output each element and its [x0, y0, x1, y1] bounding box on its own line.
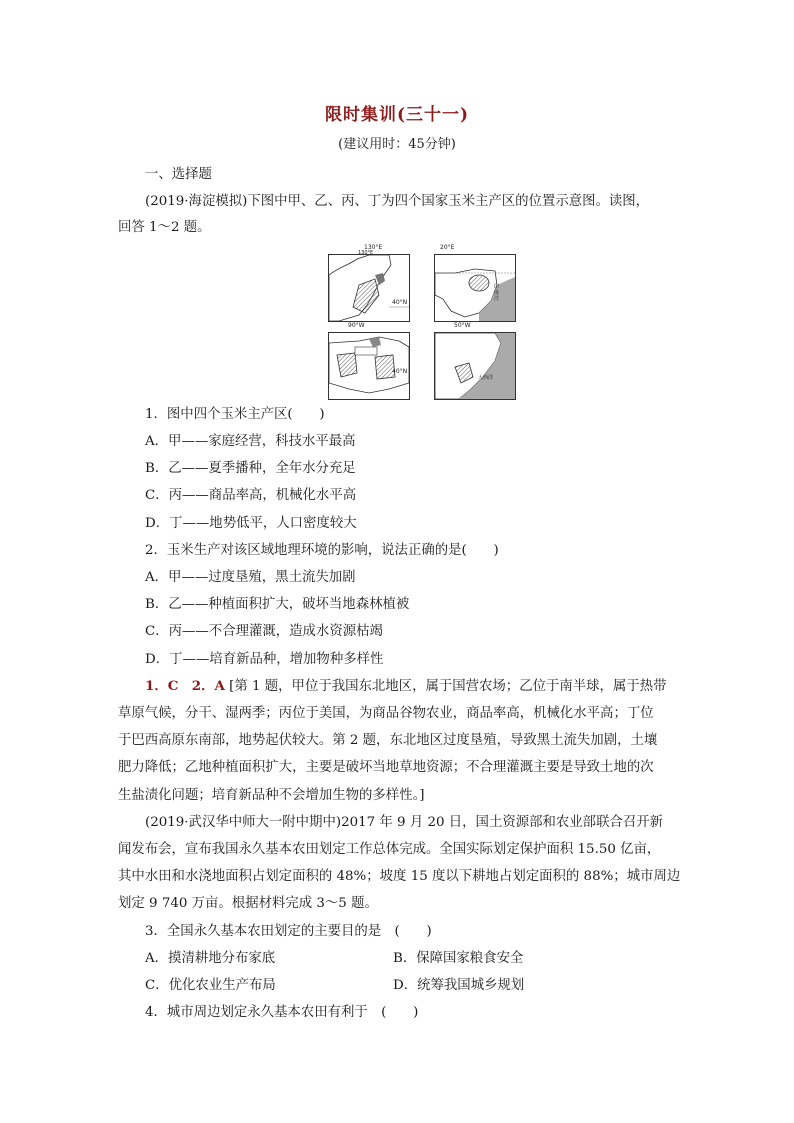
answer-line: 生盐渍化问题；培育新品种不会增加生物的多样性。] [118, 788, 425, 803]
map-jia-lat: 40°N [392, 299, 408, 306]
answer-line: 肥力降低；乙地种植面积扩大，主要是破坏当地草地资源；不合理灌溉主要是导致土地的次 [118, 760, 654, 775]
question-2-option: C．丙——不合理灌溉，造成水资源枯竭 [145, 624, 383, 639]
map-yi-lon: 20°E [440, 244, 455, 251]
question-2-stem: 2．玉米生产对该区域地理环境的影响，说法正确的是( ) [145, 543, 499, 558]
map-yi-sea: 印度洋 [494, 284, 500, 302]
intro-line: (2019·海淀模拟)下图中甲、乙、丙、丁为四个国家玉米主产区的位置示意图。读图， [145, 194, 650, 209]
answer-key: 1．C 2．A [145, 678, 225, 694]
map-yi [434, 254, 516, 322]
svg-text:130°E: 130°E [358, 250, 374, 256]
question-1-option: D．丁——地势低平，人口密度较大 [145, 516, 357, 531]
answer-text: [第 1 题，甲位于我国东北地区，属于国营农场；乙位于南半球，属于热带 [229, 679, 667, 694]
question-3-option: B．保障国家粮食安全 [393, 951, 524, 966]
map-bing-lon: 90°W [348, 322, 365, 329]
answer-line [145, 675, 667, 694]
map-ding [434, 332, 516, 400]
map-ding-lon: 50°W [454, 322, 471, 329]
answer-line: 草原气候，分干、湿两季；丙位于美国，为商品谷物农业，商品率高，机械化水平高；丁位 [118, 706, 654, 721]
question-1-stem: 1．图中四个玉米主产区( ) [145, 407, 325, 422]
time-suggestion: (建议用时：45分钟) [338, 137, 456, 152]
question-4-stem: 4．城市周边划定永久基本农田有利于 ( ) [145, 1005, 419, 1020]
page-title: 限时集训(三十一) [324, 105, 470, 125]
section-heading: 一、选择题 [145, 167, 212, 182]
map-jia-lon: 130°E [364, 244, 383, 251]
map-ding-sea: 大西洋 [478, 375, 494, 381]
question-3-option: D．统筹我国城乡规划 [393, 978, 525, 993]
map-bing [328, 332, 410, 400]
material-line: 其中水田和水浇地面积占划定面积的 48%；坡度 15 度以下耕地占划定面积的 88%；城市周边 [118, 869, 681, 884]
question-3-option: C．优化农业生产布局 [145, 978, 276, 993]
intro-line: 回答 1～2 题。 [118, 220, 211, 235]
question-1-option: C．丙——商品率高，机械化水平高 [145, 488, 357, 503]
corn-regions-figure [328, 244, 500, 390]
question-1-option: B．乙——夏季播种，全年水分充足 [145, 461, 356, 476]
material-line: 划定 9 740 万亩。根据材料完成 3～5 题。 [118, 896, 378, 911]
question-2-option: B．乙——种植面积扩大，破坏当地森林植被 [145, 597, 410, 612]
map-bing-lat: 40°N [392, 368, 408, 375]
map-jia [328, 250, 410, 322]
question-3-stem: 3．全国永久基本农田划定的主要目的是 ( ) [145, 924, 432, 939]
answer-line: 于巴西高原东南部，地势起伏较大。第 2 题，东北地区过度垦殖，导致黑土流失加剧，土壤 [118, 733, 658, 748]
question-3-option: A．摸清耕地分布家底 [145, 951, 276, 966]
question-1-option: A．甲——家庭经营，科技水平最高 [145, 434, 356, 449]
question-2-option: D．丁——培育新品种，增加物种多样性 [145, 652, 384, 667]
question-2-option: A．甲——过度垦殖，黑土流失加剧 [145, 570, 356, 585]
material-line: (2019·武汉华中师大一附中期中)2017 年 9 月 20 日，国土资源部和农业部联合召开新 [145, 815, 664, 830]
material-line: 闻发布会，宣布我国永久基本农田划定工作总体完成。全国实际划定保护面积 15.50 亿亩， [118, 842, 661, 857]
